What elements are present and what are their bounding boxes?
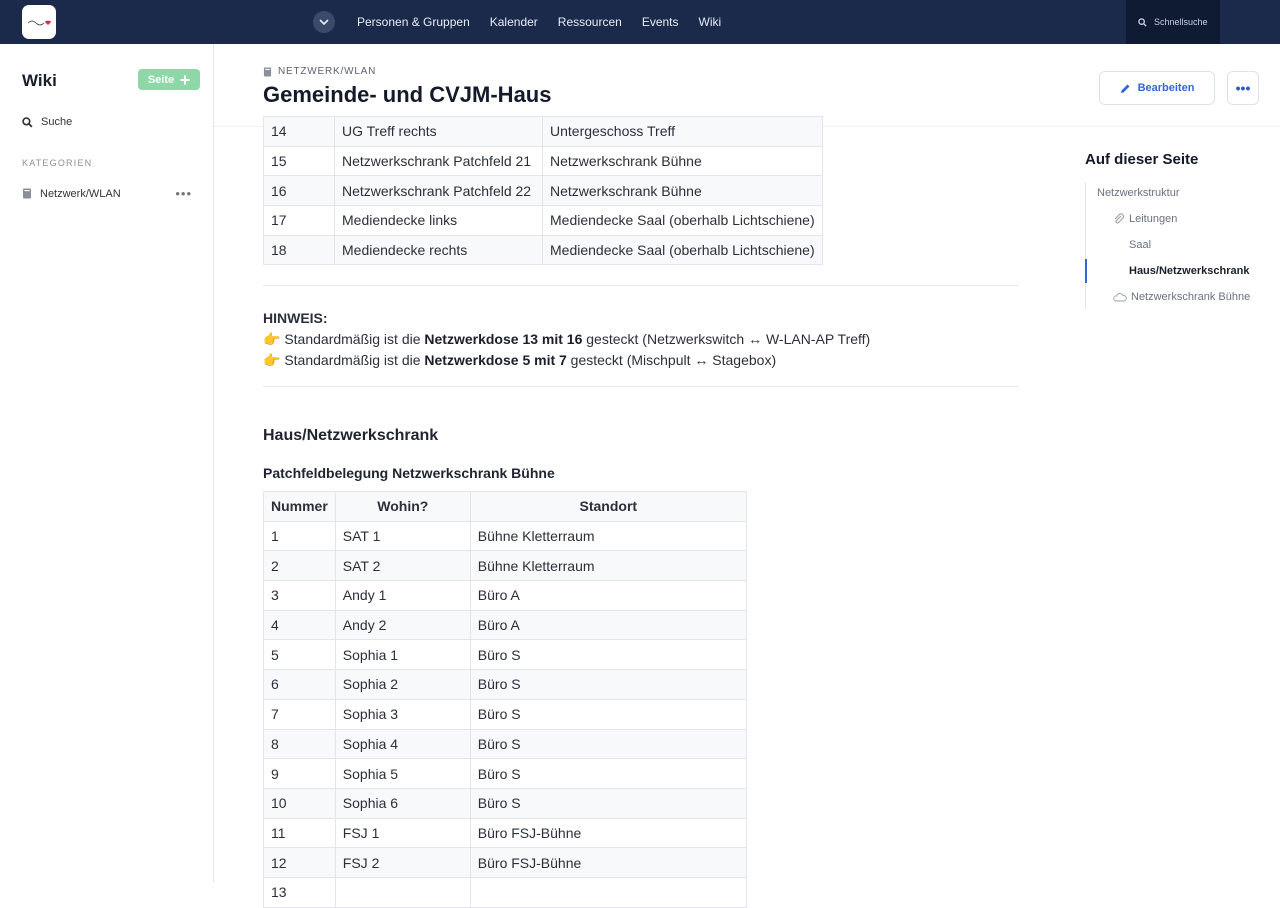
hinweis-bold: Netzwerkdose 13 mit 16: [424, 331, 583, 347]
table-row: [264, 610, 747, 640]
table-cell: Büro S: [470, 788, 746, 818]
quicksearch-button[interactable]: [1126, 0, 1220, 44]
table-cell: UG Treff rechts: [335, 117, 543, 147]
toc-active-indicator: [1085, 259, 1087, 283]
toc-item-saal[interactable]: [1129, 239, 1151, 251]
table-row: [264, 146, 823, 176]
table-cell: Netzwerkschrank Bühne: [543, 146, 823, 176]
paperclip-icon: [1113, 213, 1125, 225]
main-nav: [357, 0, 721, 44]
dosen-table: [263, 116, 823, 265]
hinweis-heading: HINWEIS:: [263, 310, 328, 326]
nav-wiki[interactable]: Wiki: [698, 15, 722, 29]
cloud-icon: [1113, 293, 1127, 302]
table-cell: Bühne Kletterraum: [470, 521, 746, 551]
toc-title: Auf dieser Seite: [1085, 151, 1199, 168]
table-cell: Büro FSJ-Bühne: [470, 818, 746, 848]
edit-button[interactable]: [1099, 71, 1215, 105]
table-cell: Büro A: [470, 581, 746, 611]
table-cell: 8: [264, 729, 336, 759]
table-cell: Sophia 1: [335, 640, 470, 670]
nav-personen-gruppen[interactable]: Personen & Gruppen: [357, 15, 470, 29]
table-row: [264, 581, 747, 611]
pointing-hand-icon: 👉: [263, 331, 281, 347]
column-header-nummer: Nummer: [264, 492, 336, 522]
sidebar-item-label: Netzwerk/WLAN: [40, 187, 121, 200]
table-cell: Andy 2: [335, 610, 470, 640]
search-icon: [1138, 18, 1147, 27]
table-cell: 12: [264, 848, 336, 878]
logo[interactable]: [22, 5, 56, 39]
table-cell: Sophia 4: [335, 729, 470, 759]
table-cell: 15: [264, 146, 335, 176]
nav-events[interactable]: Events: [641, 15, 679, 29]
table-cell: Andy 1: [335, 581, 470, 611]
quicksearch-label: Schnellsuche: [1154, 17, 1208, 27]
table-row: [264, 759, 747, 789]
hinweis-line: [263, 329, 870, 350]
patchfeld-table: [263, 491, 747, 908]
toc-item-label: Netzwerkschrank Bühne: [1131, 291, 1251, 303]
table-cell: Mediendecke Saal (oberhalb Lichtschiene): [543, 235, 823, 265]
table-cell: Sophia 2: [335, 670, 470, 700]
table-row: [264, 176, 823, 206]
toc-item-label: Leitungen: [1129, 213, 1178, 225]
table-cell: 7: [264, 699, 336, 729]
table-row: [264, 235, 823, 265]
category-more-icon[interactable]: •••: [175, 186, 192, 201]
table-row: [264, 670, 747, 700]
table-cell: 2: [264, 551, 336, 581]
table-cell: 13: [264, 877, 336, 907]
table-row: [264, 848, 747, 878]
table-row: [264, 551, 747, 581]
table-cell: Mediendecke rechts: [335, 235, 543, 265]
section-heading: Haus/Netzwerkschrank: [263, 427, 439, 444]
breadcrumb[interactable]: [263, 66, 376, 77]
edit-button-label: Bearbeiten: [1137, 82, 1195, 94]
toc-item-netzwerkschrank-buehne[interactable]: [1113, 291, 1250, 303]
table-cell: 11: [264, 818, 336, 848]
hinweis-text: gesteckt (Mischpult ↔ Stagebox): [566, 352, 777, 368]
book-icon: [263, 67, 272, 77]
plus-icon: [180, 75, 190, 85]
hinweis-text: gesteckt (Netzwerkswitch ↔ W-LAN-AP Treff): [582, 331, 871, 347]
page-title: Gemeinde- und CVJM-Haus: [263, 82, 552, 107]
table-cell: Bühne Kletterraum: [470, 551, 746, 581]
add-page-button[interactable]: [138, 69, 200, 90]
logo-icon: [26, 17, 52, 27]
toc-item-netzwerkstruktur[interactable]: [1097, 187, 1180, 199]
table-cell: 16: [264, 176, 335, 206]
sidebar-search-label: Suche: [41, 116, 73, 128]
page-content: [214, 123, 1034, 901]
table-cell: Sophia 5: [335, 759, 470, 789]
hinweis-block: [263, 308, 870, 371]
table-cell: Mediendecke links: [335, 206, 543, 236]
table-cell: FSJ 1: [335, 818, 470, 848]
table-cell: Büro S: [470, 729, 746, 759]
section-subheading: Patchfeldbelegung Netzwerkschrank Bühne: [263, 465, 555, 481]
chevron-down-icon: [319, 19, 329, 26]
table-cell: [335, 877, 470, 907]
table-row: [264, 117, 823, 147]
sidebar-title: Wiki: [22, 71, 57, 90]
table-cell: Büro A: [470, 610, 746, 640]
hinweis-text: Standardmäßig ist die: [284, 352, 425, 368]
nav-expand-button[interactable]: [313, 11, 335, 33]
table-cell: 3: [264, 581, 336, 611]
more-options-button[interactable]: •••: [1227, 71, 1259, 105]
table-cell: [470, 877, 746, 907]
table-cell: Sophia 6: [335, 788, 470, 818]
top-navigation-bar: [0, 0, 1280, 44]
table-cell: Büro S: [470, 640, 746, 670]
add-page-label: Seite: [147, 73, 175, 86]
hinweis-text: Standardmäßig ist die: [284, 331, 425, 347]
table-cell: Sophia 3: [335, 699, 470, 729]
table-cell: 10: [264, 788, 336, 818]
table-header-row: [264, 492, 747, 522]
nav-kalender[interactable]: Kalender: [489, 15, 538, 29]
table-cell: Netzwerkschrank Bühne: [543, 176, 823, 206]
sidebar: [0, 44, 214, 882]
book-icon: [22, 188, 32, 199]
table-row: [264, 521, 747, 551]
search-icon: [22, 117, 33, 128]
table-cell: Untergeschoss Treff: [543, 117, 823, 147]
table-row: [264, 640, 747, 670]
sidebar-search[interactable]: [22, 116, 72, 128]
table-row: [264, 206, 823, 236]
table-cell: FSJ 2: [335, 848, 470, 878]
table-cell: Büro S: [470, 670, 746, 700]
table-cell: SAT 1: [335, 521, 470, 551]
table-row: [264, 877, 747, 907]
sidebar-item-netzwerk-wlan[interactable]: [22, 186, 192, 201]
table-cell: 17: [264, 206, 335, 236]
toc-item-label: Saal: [1129, 239, 1152, 251]
table-cell: SAT 2: [335, 551, 470, 581]
table-cell: 4: [264, 610, 336, 640]
table-cell: Büro FSJ-Bühne: [470, 848, 746, 878]
column-header-wohin: Wohin?: [335, 492, 470, 522]
table-cell: Netzwerkschrank Patchfeld 21: [335, 146, 543, 176]
pencil-icon: [1120, 83, 1131, 94]
toc-list: [1085, 183, 1265, 309]
table-row: [264, 699, 747, 729]
page-header: [214, 44, 1280, 127]
toc-item-label: Haus/Netzwerkschrank: [1129, 265, 1250, 277]
table-cell: Netzwerkschrank Patchfeld 22: [335, 176, 543, 206]
table-row: [264, 818, 747, 848]
hinweis-line: [263, 350, 870, 371]
table-cell: 18: [264, 235, 335, 265]
table-cell: 6: [264, 670, 336, 700]
breadcrumb-label: NETZWERK/WLAN: [278, 66, 377, 77]
table-of-contents: [1034, 127, 1280, 882]
divider: [263, 386, 1019, 387]
table-cell: 5: [264, 640, 336, 670]
table-cell: Mediendecke Saal (oberhalb Lichtschiene): [543, 206, 823, 236]
categories-heading: KATEGORIEN: [22, 158, 93, 168]
nav-ressourcen[interactable]: Ressourcen: [557, 15, 622, 29]
table-cell: Büro S: [470, 699, 746, 729]
hinweis-bold: Netzwerkdose 5 mit 7: [424, 352, 567, 368]
toc-item-haus-netzwerkschrank[interactable]: [1129, 265, 1249, 277]
table-cell: 9: [264, 759, 336, 789]
column-header-standort: Standort: [470, 492, 746, 522]
divider: [263, 285, 1019, 286]
table-cell: 1: [264, 521, 336, 551]
table-row: [264, 729, 747, 759]
toc-item-leitungen[interactable]: [1113, 213, 1177, 225]
pointing-hand-icon: 👉: [263, 352, 281, 368]
toc-item-label: Netzwerkstruktur: [1097, 187, 1180, 199]
table-row: [264, 788, 747, 818]
table-cell: 14: [264, 117, 335, 147]
table-cell: Büro S: [470, 759, 746, 789]
